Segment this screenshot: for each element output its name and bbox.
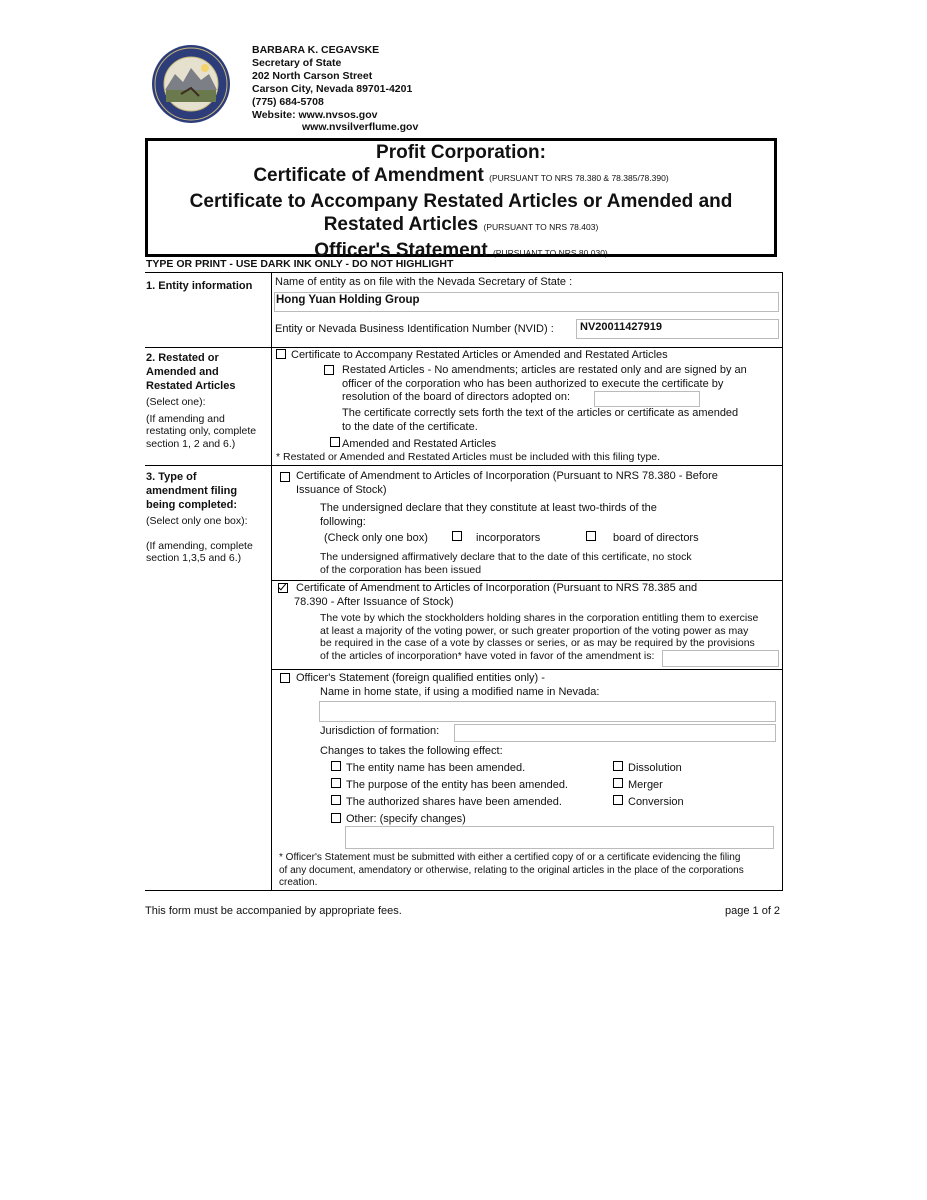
amended-restated-checkbox[interactable] — [330, 437, 340, 447]
name-amended-label: The entity name has been amended. — [346, 762, 526, 774]
divider — [271, 669, 783, 670]
divider — [145, 465, 783, 466]
stockholder-vote-text: The vote by which the stockholders holding shares in the corporation entitling them to exercise at least a majority of the voting power, or such greater proportion of the voting power as may be required in the case of a vote by classes or series, or as may be required by the provisions of the articles of incorporation* have voted in favor of the amendment is: — [320, 612, 759, 663]
merger-label: Merger — [628, 779, 663, 791]
title-line-3: Certificate to Accompany Restated Articles or Amended and — [189, 191, 733, 212]
website-secondary: www.nvsilverflume.gov — [302, 121, 419, 134]
shares-amended-checkbox[interactable] — [331, 795, 341, 805]
title-line-4: Restated Articles (PURSUANT TO NRS 78.403) — [323, 214, 599, 235]
purpose-amended-checkbox[interactable] — [331, 778, 341, 788]
home-state-name-field[interactable] — [319, 701, 776, 722]
restated-articles-text: Restated Articles - No amendments; articles are restated only and are signed by an officer of the corporation who has been authorized to execute the certificate by resolution of the board of directors adopted on: — [342, 364, 747, 403]
amendment-before-stock-checkbox[interactable] — [280, 472, 290, 482]
section3-label: 3. Type of amendment filing being completed: — [146, 471, 238, 511]
certificate-restated-label: Certificate to Accompany Restated Articles or Amended and Restated Articles — [291, 349, 668, 361]
certificate-restated-checkbox[interactable] — [276, 349, 286, 359]
fees-note: This form must be accompanied by appropriate fees. — [145, 905, 402, 917]
conversion-checkbox[interactable] — [613, 795, 623, 805]
amended-restated-label: Amended and Restated Articles — [342, 438, 497, 450]
divider — [145, 272, 783, 273]
nevada-state-seal-icon — [151, 44, 231, 124]
divider — [271, 272, 272, 890]
other-changes-label: Other: (specify changes) — [346, 813, 466, 825]
website-primary: Website: www.nvsos.gov — [252, 108, 378, 121]
conversion-label: Conversion — [628, 796, 684, 808]
amendment-after-stock-checkbox[interactable] — [278, 583, 288, 593]
check-one-note: (Check only one box) — [324, 532, 428, 544]
street-address: 202 North Carson Street — [252, 69, 373, 82]
page-number: page 1 of 2 — [725, 905, 781, 917]
title-line-2-note: (PURSUANT TO NRS 78.380 & 78.385/78.390) — [489, 173, 669, 183]
amendment-after-stock-label: Certificate of Amendment to Articles of Incorporation (Pursuant to NRS 78.385 and 78.390 - After Issuance of Stock) — [294, 582, 698, 608]
title-line-5-note: (PURSUANT TO NRS 80.030) — [492, 248, 608, 258]
vote-percentage-field[interactable] — [662, 650, 779, 667]
jurisdiction-field[interactable] — [454, 724, 776, 742]
incorporators-checkbox[interactable] — [452, 531, 462, 541]
title-line-4-note: (PURSUANT TO NRS 78.403) — [483, 222, 599, 232]
form-title-box — [145, 138, 777, 261]
jurisdiction-label: Jurisdiction of formation: — [320, 725, 440, 737]
certificate-correct-text: The certificate correctly sets forth the text of the articles or certificate as amended to the date of the certificate. — [342, 407, 739, 433]
restated-articles-checkbox[interactable] — [324, 365, 334, 375]
section2-note: (Select one): (If amending and restating only, complete section 1, 2 and 6.) — [146, 396, 257, 451]
purpose-amended-label: The purpose of the entity has been amended. — [346, 779, 568, 791]
board-of-directors-checkbox[interactable] — [586, 531, 596, 541]
officers-statement-footnote: * Officer's Statement must be submitted with either a certified copy of or a certificate evidencing the filing of any document, amendatory or otherwise, relating to the original articles in the place of the corporations creation. — [279, 852, 744, 888]
entity-name-field[interactable] — [274, 292, 779, 312]
entity-name-value: Hong Yuan Holding Group — [276, 294, 420, 306]
officers-statement-label: Officer's Statement (foreign qualified entities only) - — [296, 672, 545, 684]
nvid-field[interactable] — [576, 319, 779, 339]
incorporators-label: incorporators — [476, 532, 541, 544]
name-amended-checkbox[interactable] — [331, 761, 341, 771]
board-of-directors-label: board of directors — [613, 532, 699, 544]
shares-amended-label: The authorized shares have been amended. — [346, 796, 562, 808]
home-state-name-label: Name in home state, if using a modified name in Nevada: — [320, 686, 600, 698]
section2-footnote: * Restated or Amended and Restated Articles must be included with this filing type. — [276, 451, 661, 463]
title-line-5: Officer's Statement (PURSUANT TO NRS 80.030) — [314, 240, 608, 261]
section3-note: (Select only one box): (If amending, complete section 1,3,5 and 6.) — [146, 515, 253, 565]
officers-statement-checkbox[interactable] — [280, 673, 290, 683]
section2-label: 2. Restated or Amended and Restated Articles — [146, 352, 236, 392]
divider — [145, 890, 783, 891]
amendment-before-stock-label: Certificate of Amendment to Articles of Incorporation (Pursuant to NRS 78.380 - Before Issuance of Stock) — [296, 470, 718, 496]
city-state-zip: Carson City, Nevada 89701-4201 — [252, 82, 413, 95]
phone-number: (775) 684-5708 — [252, 95, 324, 108]
no-stock-affirmation: The undersigned affirmatively declare that to the date of this certificate, no stock of the corporation has been issued — [320, 551, 692, 576]
section1-label: 1. Entity information — [146, 280, 253, 292]
dissolution-checkbox[interactable] — [613, 761, 623, 771]
office-title: Secretary of State — [252, 56, 342, 69]
changes-label: Changes to takes the following effect: — [320, 745, 503, 757]
title-line-2: Certificate of Amendment (PURSUANT TO NRS 78.380 & 78.385/78.390) — [253, 165, 669, 186]
dissolution-label: Dissolution — [628, 762, 682, 774]
entity-name-label: Name of entity as on file with the Nevada Secretary of State : — [275, 276, 573, 288]
merger-checkbox[interactable] — [613, 778, 623, 788]
other-changes-checkbox[interactable] — [331, 813, 341, 823]
two-thirds-declaration: The undersigned declare that they constitute at least two-thirds of the following: — [320, 502, 657, 528]
title-line-1: Profit Corporation: — [376, 142, 546, 163]
board-resolution-date-field[interactable] — [594, 391, 700, 407]
ink-instructions: TYPE OR PRINT - USE DARK INK ONLY - DO NOT HIGHLIGHT — [146, 258, 454, 270]
divider — [271, 580, 783, 581]
issuer-address — [252, 44, 418, 134]
divider — [782, 272, 783, 890]
other-changes-field[interactable] — [345, 826, 774, 849]
nvid-value: NV20011427919 — [580, 321, 662, 333]
divider — [145, 347, 783, 348]
nvid-label: Entity or Nevada Business Identification Number (NVID) : — [275, 323, 554, 335]
secretary-name: BARBARA K. CEGAVSKE — [252, 44, 380, 56]
